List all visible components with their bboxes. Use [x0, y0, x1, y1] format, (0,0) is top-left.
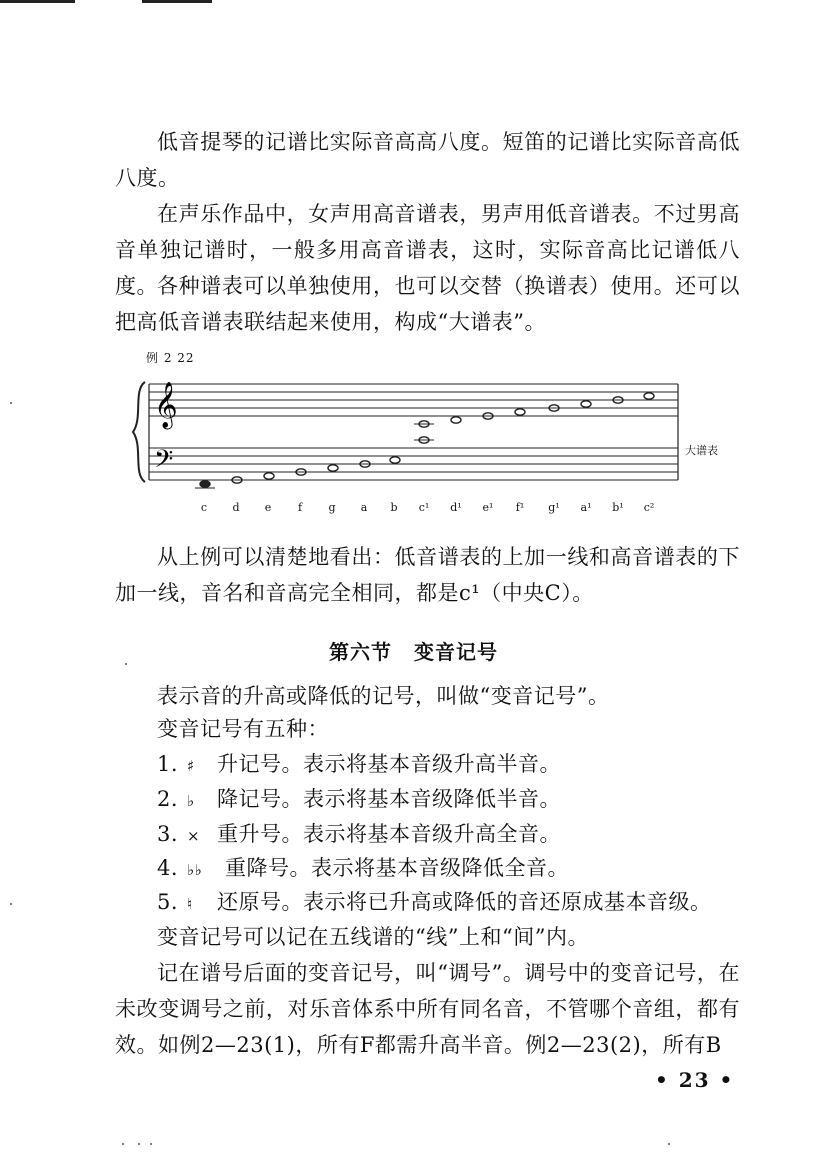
- list-number: 2.: [157, 787, 179, 811]
- top-rule-right: [142, 0, 212, 3]
- note-g: [328, 465, 338, 471]
- section-title: 变音记号: [414, 640, 498, 664]
- example-label: 例 2 22: [146, 351, 195, 365]
- treble-staff-lines: [149, 384, 678, 416]
- bass-staff-lines: [149, 448, 678, 480]
- accidental-item-double-flat: [157, 852, 569, 886]
- list-text: 升记号。表示将基本音级升高半音。: [217, 752, 561, 776]
- treble-notes: [414, 393, 654, 427]
- note-name: b: [390, 501, 398, 514]
- scan-speck: [138, 1143, 140, 1145]
- list-number: 5.: [157, 890, 179, 914]
- section-heading: [0, 636, 827, 665]
- list-text: 还原号。表示将已升高或降低的音还原成基本音级。: [217, 890, 712, 914]
- paragraph-five-kinds: 变音记号有五种：: [157, 717, 329, 741]
- note-name-row: [0, 501, 827, 517]
- flat-icon: ♭: [187, 792, 195, 810]
- bass-clef-icon: 𝄢: [154, 445, 174, 480]
- note-d1: [451, 417, 461, 423]
- accidental-item-sharp: [157, 748, 561, 782]
- note-name: a: [360, 501, 368, 514]
- sharp-icon: ♯: [187, 757, 195, 775]
- double-sharp-icon: ×: [187, 827, 201, 845]
- note-e: [264, 473, 274, 479]
- grand-staff-figure: [125, 368, 685, 503]
- note-name: b¹: [612, 501, 624, 514]
- note-c2: [644, 393, 654, 399]
- natural-icon: ♮: [187, 895, 193, 913]
- list-text: 降记号。表示将基本音级降低半音。: [217, 787, 561, 811]
- scan-speck: [10, 402, 12, 404]
- scan-speck: [10, 903, 12, 905]
- paragraph-key-signature: 记在谱号后面的变音记号，叫“调号”。调号中的变音记号，在未改变调号之前，对乐音体系中所有同名音，不管哪个音组，都有效。如例2—23(1)，所有F都需升高半音。例2—23(2)，所有B: [115, 961, 740, 1057]
- section-number: 第六节: [329, 640, 392, 664]
- paragraph-definition: 表示音的升高或降低的记号，叫做“变音记号”。: [157, 684, 610, 708]
- brace-icon: [133, 382, 145, 482]
- note-name: g¹: [548, 501, 560, 514]
- note-name: e¹: [482, 501, 494, 514]
- list-number: 4.: [157, 856, 179, 880]
- note-name: g: [328, 501, 336, 514]
- list-number: 1.: [157, 752, 179, 776]
- list-text: 重升号。表示将基本音级升高全音。: [217, 822, 561, 846]
- page-number: • 23 •: [655, 1068, 735, 1092]
- scan-speck: [668, 1143, 670, 1145]
- note-name: f: [297, 501, 303, 514]
- double-flat-icon: ♭♭: [187, 861, 203, 879]
- scan-speck: [125, 663, 127, 665]
- top-rule-left: [0, 0, 75, 3]
- paragraph-grand-staff: 各种谱表可以单独使用，也可以交替（换谱表）使用。还可以把高低音谱表联结起来使用，构成“大谱表”。: [115, 274, 740, 334]
- note-f1: [515, 409, 525, 415]
- note-b: [390, 457, 400, 463]
- list-text: 重降号。表示将基本音级降低全音。: [225, 856, 569, 880]
- paragraph-placement: 变音记号可以记在五线谱的“线”上和“间”内。: [157, 925, 589, 949]
- note-name: d¹: [450, 501, 462, 514]
- grand-staff-label: 大谱表: [685, 444, 718, 457]
- note-name: c: [200, 501, 208, 514]
- accidental-item-natural: [157, 886, 712, 920]
- paragraph-vocal: 在声乐作品中，女声用高音谱表，男声用低音谱表。不过男高音单独记谱时，一般多用高音谱表，这时，实际音高比记谱低八度。: [115, 202, 740, 298]
- paragraph-middle-c: 从上例可以清楚地看出：低音谱表的上加一线和高音谱表的下加一线，音名和音高完全相同，都是c¹（中央C）。: [115, 545, 740, 605]
- note-name: c¹: [418, 501, 430, 514]
- note-name: f¹: [515, 501, 525, 514]
- note-name: c²: [643, 501, 655, 514]
- paragraph-double-bass: 低音提琴的记谱比实际音高高八度。短笛的记谱比实际音高低八度。: [115, 130, 740, 190]
- treble-clef-icon: 𝄞: [154, 382, 178, 428]
- note-a1: [581, 401, 591, 407]
- note-name: a¹: [580, 501, 592, 514]
- list-number: 3.: [157, 822, 179, 846]
- note-name: d: [232, 501, 240, 514]
- scan-speck: [122, 1143, 124, 1145]
- accidental-item-flat: [157, 783, 561, 817]
- accidental-item-double-sharp: [157, 818, 561, 852]
- note-name: e: [264, 501, 272, 514]
- note-c: [200, 481, 210, 487]
- scan-speck: [150, 1143, 152, 1145]
